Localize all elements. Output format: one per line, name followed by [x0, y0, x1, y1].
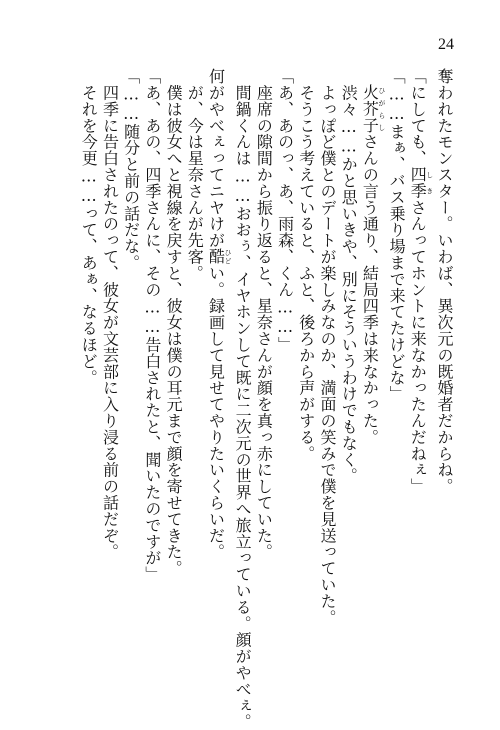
text-line-13: 僕は彼女へと視線を戻すと、彼女は僕の耳元まで顔を寄せてきた。	[164, 68, 184, 577]
furigana-shiki: 四季しき	[408, 166, 434, 200]
text-line-10: 間鍋くんは……おおぅ、イヤホンして既に二次元の世界へ旅立っている。顔がやべぇ。	[233, 68, 253, 730]
text-line-17: それを今更……って、あぁ、なるほど。	[79, 68, 99, 386]
text-line-11: 何がやべぇってニヤけが酷ひどい。録画して見せてやりたいくらいだ。	[206, 68, 232, 561]
text-line-9: 座席の隙間から振り返ると、星奈さんが顔を真っ赤にしていた。	[254, 68, 274, 560]
text-line-4: 火芥子ひがらしさんの言う通り、結局四季は来なかった。	[360, 84, 386, 446]
text-line-3: 「……まぁ、バス乗り場まで来てたけどな」	[387, 68, 407, 402]
page-number: 24	[438, 36, 454, 53]
furigana-hidoi: 酷ひど	[206, 248, 232, 265]
text-line-12: が、今は星奈さんが先客。	[185, 68, 205, 282]
text-line-15: 「……随分と前の話だな。	[121, 68, 141, 271]
text-line-2: 「にしても、四季しきさんってホントに来なかったんだねぇ」	[408, 68, 434, 495]
furigana-hikarashi: 火芥子ひがらし	[360, 84, 386, 134]
text-line-14: 「あ、あの、四季さんに、その……告白されたと、聞いたのですが」	[142, 68, 162, 583]
text-line-8: 「あ、あのっ、あ、雨森、くん……」	[275, 68, 295, 353]
text-line-16: 四季に告白されたのって、彼女が文芸部に入り浸る前の話だぞ。	[100, 68, 120, 560]
novel-text-block	[78, 68, 455, 730]
text-line-7: そうこう考えていると、ふと、後ろから声がする。	[296, 68, 316, 462]
text-line-5: 渋々……かと思いきや、別にそういうわけでもなく。	[339, 68, 359, 484]
text-line-6: よっぽど僕とのデートが楽しみなのか、満面の笑みで僕を見送っていた。	[317, 68, 337, 626]
text-line-1: 奪われたモンスター。いわば、異次元の既婚者だからね。	[435, 68, 454, 495]
